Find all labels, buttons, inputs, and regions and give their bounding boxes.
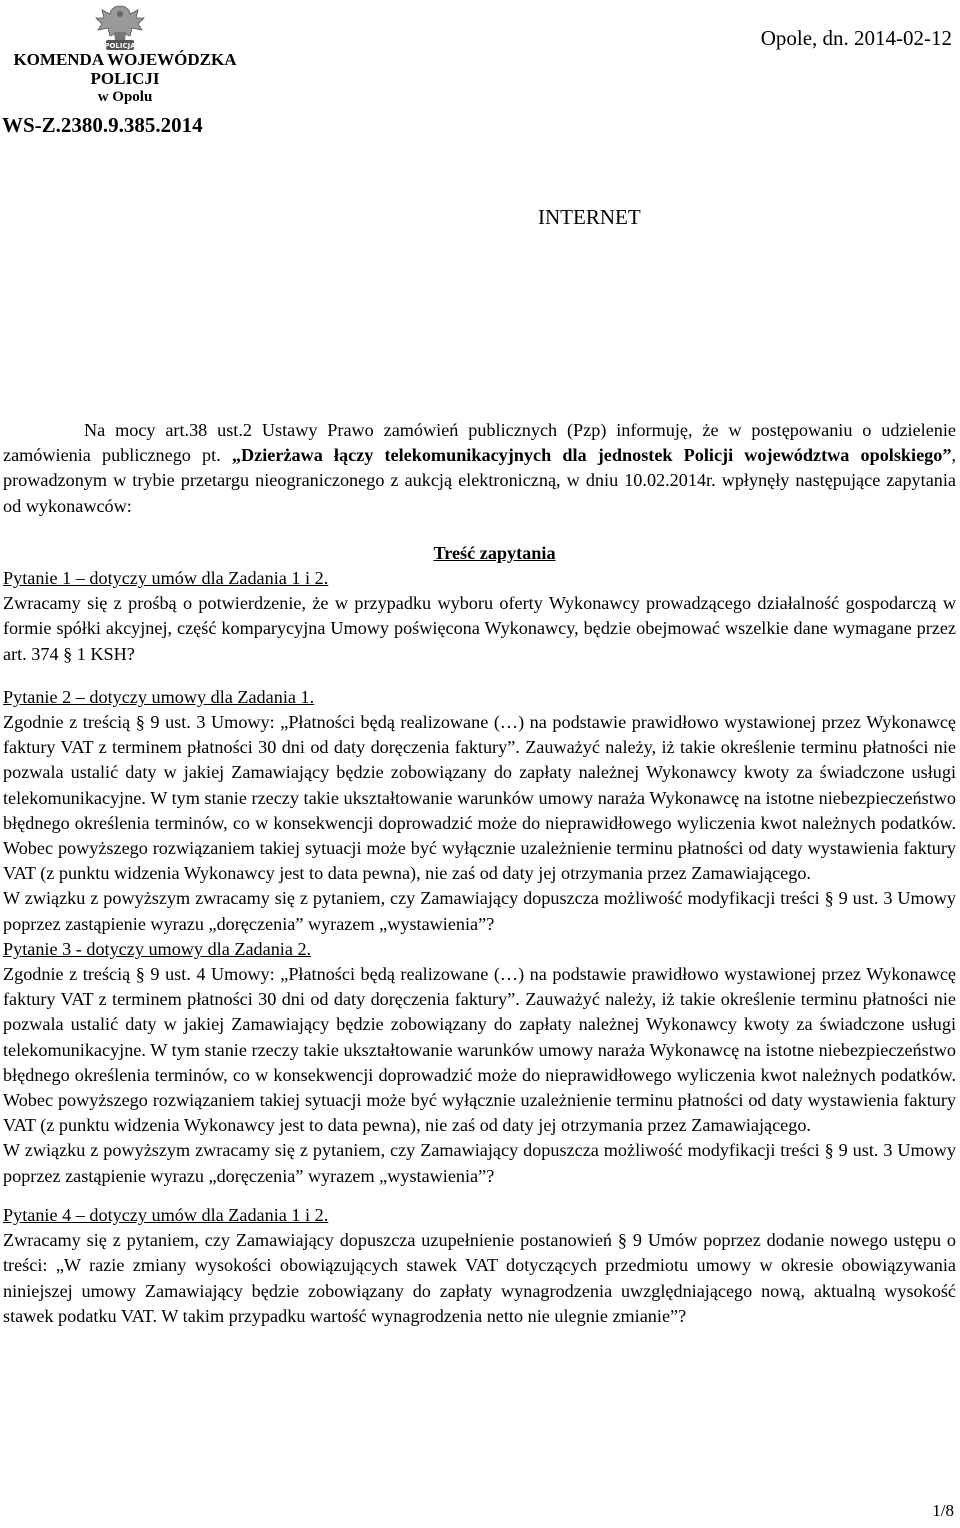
org-line-2: POLICJI bbox=[90, 69, 160, 88]
case-number: WS-Z.2380.9.385.2014 bbox=[2, 113, 203, 137]
document-body bbox=[3, 418, 956, 1329]
contract-title: „Dzierżawa łączy telekomunikacyjnych dla jednostek Policji województwa opolskiego” bbox=[231, 445, 952, 466]
question-4-text: Zwracamy się z pytaniem, czy Zamawiający dopuszcza uzupełnienie postanowień § 9 Umów poprzez dodanie nowego ustępu o treści: „W razie zmiany wysokości obowiązujących stawek VAT dotyczących przedmiotu umowy w okresie obowiązywania niniejszej umowy Zamawiający będzie zobowiązany do zapłaty wynagrodzenia uwzględniającego nową, aktualną wysokość stawek podatku VAT. W takim przypadku wartość wynagrodzenia netto nie ulegnie zmianie”? bbox=[3, 1230, 956, 1326]
police-emblem-icon bbox=[92, 2, 148, 52]
question-1-title: Pytanie 1 – dotyczy umów dla Zadania 1 i 2. bbox=[3, 568, 329, 589]
emblem-label: POLICJA bbox=[104, 42, 136, 50]
section-heading: Treść zapytania bbox=[433, 542, 556, 563]
intro-paragraph bbox=[3, 418, 956, 519]
question-4-title: Pytanie 4 – dotyczy umów dla Zadania 1 i 2. bbox=[3, 1204, 329, 1225]
question-2-text-2: W związku z powyższym zwracamy się z pytaniem, czy Zamawiający dopuszcza możliwość modyfikacji treści § 9 ust. 3 Umowy poprzez zastąpienie wyrazu „doręczenia” wyrazem „wystawienia”? bbox=[3, 888, 956, 934]
distribution-label: INTERNET bbox=[538, 205, 641, 229]
org-line-3: w Opolu bbox=[97, 89, 153, 105]
intro-part-2: , prowadzonym w trybie przetargu nieograniczonego z aukcją elektroniczną, w dniu 10.02.2014r. wpłynęły następujące zapytania od wykonawców: bbox=[3, 445, 956, 516]
page-number: 1/8 bbox=[932, 1501, 954, 1520]
question-1-text: Zwracamy się z prośbą o potwierdzenie, że w przypadku wyboru oferty Wykonawcy prowadzącego działalność gospodarczą w formie spółki akcyjnej, część komparycyjna Umowy poświęcona Wykonawcy, będzie obejmować wszelkie dane wymagane przez art. 374 § 1 KSH? bbox=[3, 593, 956, 664]
question-2-title: Pytanie 2 – dotyczy umowy dla Zadania 1. bbox=[3, 686, 315, 707]
question-3-text-2: W związku z powyższym zwracamy się z pytaniem, czy Zamawiający dopuszcza możliwość modyfikacji treści § 9 ust. 3 Umowy poprzez zastąpienie wyrazu „doręczenia” wyrazem „wystawienia”? bbox=[3, 1140, 956, 1186]
question-3-text-1: Zgodnie z treścią § 9 ust. 4 Umowy: „Płatności będą realizowane (…) na podstawie prawidłowo wystawionej przez Wykonawcę faktury VAT z terminem płatności 30 dni od daty doręczenia faktury”. Zauważyć należy, iż takie określenie terminu płatności nie pozwala ustalić daty w jakiej Zamawiający będzie zobowiązany do zapłaty należnej Wykonawcy kwoty za świadczone usługi telekomunikacyjne. W tym stanie rzeczy takie ukształtowanie warunków umowy naraża Wykonawcę na istotne niebezpieczeństwo błędnego określenia terminów, co w konsekwencji doprowadzić może do nieprawidłowego wyliczenia kwot należnych podatków. Wobec powyższego rozwiązaniem takiej sytuacji może być wyłącznie uzależnienie terminu płatności od daty wystawienia faktury VAT (z punktu widzenia Wykonawcy jest to data pewna), nie zaś od daty jej otrzymania przez Zamawiającego. bbox=[3, 964, 956, 1136]
organization-name bbox=[0, 50, 250, 107]
question-3-title: Pytanie 3 - dotyczy umowy dla Zadania 2. bbox=[3, 938, 312, 959]
org-line-1: KOMENDA WOJEWÓDZKA bbox=[13, 50, 237, 69]
question-2-text-1: Zgodnie z treścią § 9 ust. 3 Umowy: „Płatności będą realizowane (…) na podstawie prawidłowo wystawionej przez Wykonawcę faktury VAT z terminem płatności 30 dni od daty doręczenia faktury”. Zauważyć należy, iż takie określenie terminu płatności nie pozwala ustalić daty w jakiej Zamawiający będzie zobowiązany do zapłaty należnej Wykonawcy kwoty za świadczone usługi telekomunikacyjne. W tym stanie rzeczy takie ukształtowanie warunków umowy naraża Wykonawcę na istotne niebezpieczeństwo błędnego określenia terminów, co w konsekwencji doprowadzić może do nieprawidłowego wyliczenia kwot należnych podatków. Wobec powyższego rozwiązaniem takiej sytuacji może być wyłącznie uzależnienie terminu płatności od daty wystawienia faktury VAT (z punktu widzenia Wykonawcy jest to data pewna), nie zaś od daty jej otrzymania przez Zamawiającego. bbox=[3, 712, 956, 884]
intro-part-1: Na mocy art.38 ust.2 Ustawy Prawo zamówień publicznych (Pzp) informuję, że w postępowaniu o udzielenie zamówienia publicznego pt. bbox=[3, 420, 956, 466]
city-date: Opole, dn. 2014-02-12 bbox=[760, 26, 952, 50]
